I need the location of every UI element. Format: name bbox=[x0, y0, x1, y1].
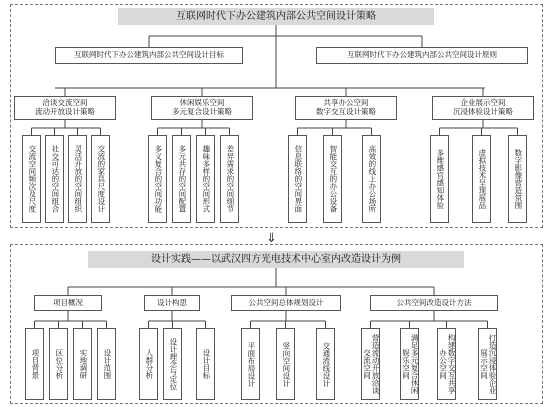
top-title: 互联网时代下办公建筑内部公共空间设计策略 bbox=[118, 8, 434, 25]
section-1-item-2: 区位分析 bbox=[49, 328, 68, 400]
section-2-item-2: 设计理念与定位 bbox=[163, 328, 182, 400]
section-4-item-1: 营造流动开放洽谈交流空间 bbox=[361, 328, 380, 400]
section-2-item-1: 人群分析 bbox=[139, 328, 158, 400]
section-3-item-1: 平面布局设计 bbox=[241, 328, 260, 400]
section-1-item-3: 实地调研 bbox=[73, 328, 92, 400]
strategy-2-item-2: 多元共存的空间配置 bbox=[172, 135, 191, 223]
bottom-title: 设计实践——以武汉四方光电技术中心室内改造设计为例 bbox=[88, 251, 464, 268]
strategy-box-2: 休闲娱乐空间 多元复合设计策略 bbox=[151, 96, 253, 120]
principle-box: 互联网时代下办公建筑内部公共空间设计原则 bbox=[316, 47, 528, 64]
strategy-box-4: 企业展示空间 沉浸体验设计策略 bbox=[432, 96, 534, 120]
section-4-item-2: 满足多元复合休闲娱乐空间 bbox=[400, 328, 419, 400]
strategy-1-item-3: 灵活开放的空间组织 bbox=[68, 135, 87, 223]
section-2-item-3: 设计目标 bbox=[196, 328, 215, 400]
section-box-1: 项目概况 bbox=[34, 295, 102, 311]
section-4-item-3: 构建数字交互共享办公空间 bbox=[437, 328, 456, 400]
strategy-box-3: 共享办公空间 数字交互设计策略 bbox=[295, 96, 397, 120]
strategy-3-item-2: 智能交互的办公设备 bbox=[323, 135, 342, 223]
section-box-4: 公共空间改造设计方法 bbox=[370, 295, 498, 311]
strategy-4-item-2: 虚拟技术呈现展品 bbox=[472, 135, 491, 223]
strategy-1-item-1: 交流空间频次及尺度 bbox=[22, 135, 41, 223]
section-4-item-4: 打造沉浸体验企业展示空间 bbox=[478, 328, 497, 400]
section-1-item-4: 设计范围 bbox=[97, 328, 116, 400]
section-3-item-3: 交通流线设计 bbox=[316, 328, 335, 400]
strategy-1-item-2: 社交可达的空间组合 bbox=[45, 135, 64, 223]
strategy-3-item-3: 高效的线上办公场所 bbox=[362, 135, 381, 223]
goal-box: 互联网时代下办公建筑内部公共空间设计目标 bbox=[55, 47, 243, 64]
strategy-4-item-3: 数字影像营造氛围 bbox=[508, 135, 527, 223]
section-box-3: 公共空间总体规划设计 bbox=[231, 295, 341, 311]
strategy-1-item-4: 交流的家具尺度设计 bbox=[91, 135, 110, 223]
strategy-box-1: 洽谈交流空间 流动开放设计策略 bbox=[14, 96, 116, 120]
section-1-item-1: 项目背景 bbox=[25, 328, 44, 400]
strategy-3-item-1: 信息联络的空间界面 bbox=[288, 135, 307, 223]
section-3-item-2: 竖向空间设计 bbox=[276, 328, 295, 400]
strategy-2-item-3: 趣味多样的空间形式 bbox=[196, 135, 215, 223]
strategy-4-item-1: 多维感官感知体验 bbox=[430, 135, 449, 223]
down-arrow-icon: ⇓ bbox=[266, 231, 277, 246]
strategy-2-item-1: 多义复合的空间功能 bbox=[148, 135, 167, 223]
strategy-2-item-4: 差异需求的空间细节 bbox=[220, 135, 239, 223]
section-box-2: 设计构思 bbox=[144, 295, 200, 311]
